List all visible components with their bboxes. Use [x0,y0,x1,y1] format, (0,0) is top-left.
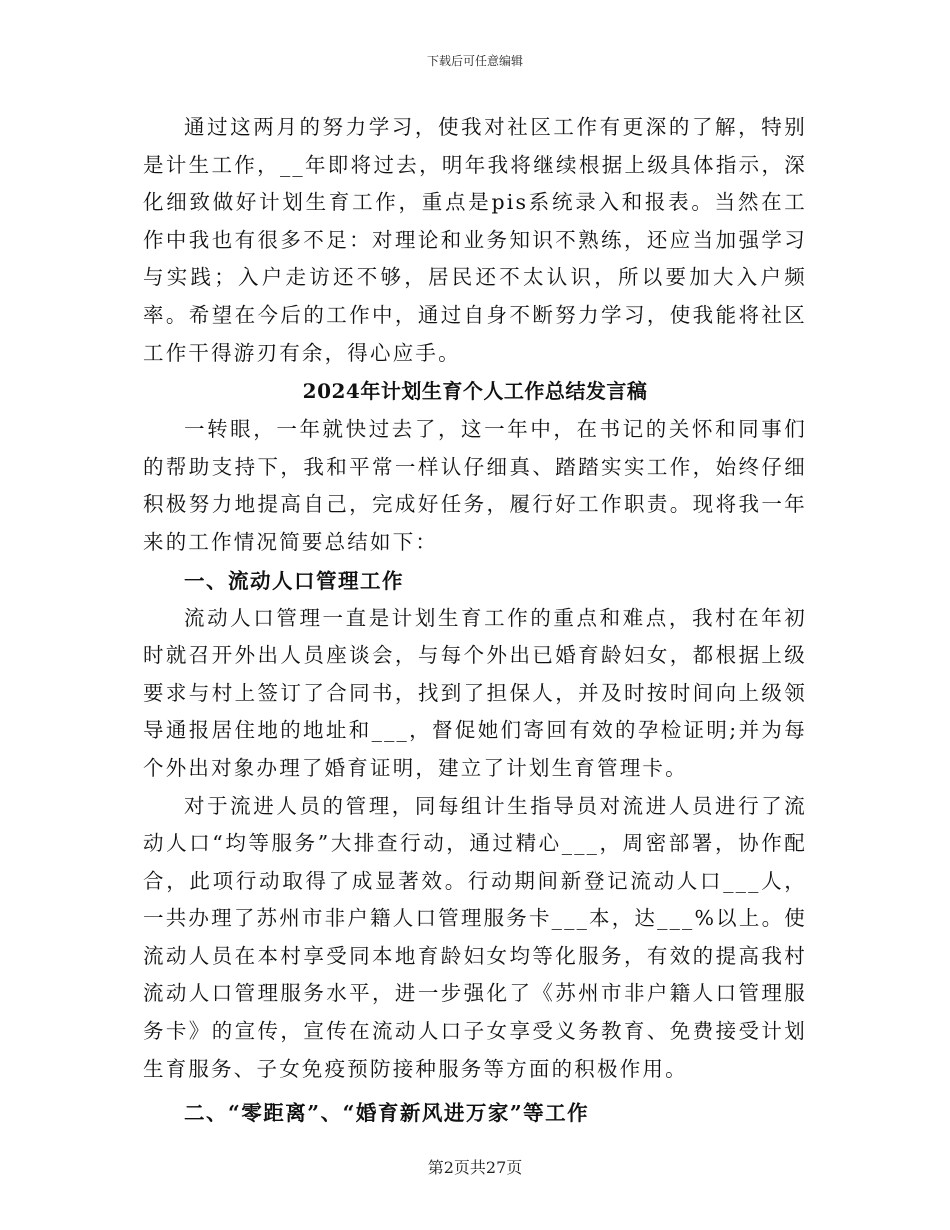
document-body [143,109,807,1132]
paragraph-intro: 一转眼，一年就快过去了，这一年中，在书记的关怀和同事们的帮助支持下，我和平常一样认仔细真、踏踏实实工作，始终仔细积极努力地提高自己，完成好任务，履行好工作职责。现将我一年来的工作情况简要总结如下： [143,417,807,554]
section-heading-zero-distance: 二、“零距离”、“婚育新风进万家”等工作 [184,1101,590,1126]
paragraph-inflow-management: 对于流进人员的管理，同每组计生指导员对流进人员进行了流动人口“均等服务”大排查行动，通过精心___，周密部署，协作配合，此项行动取得了成显著效。行动期间新登记流动人口___人，一共办理了苏州市非户籍人口管理服务卡___本，达___%以上。使流动人员在本村享受同本地育龄妇女均等化服务，有效的提高我村流动人口管理服务水平，进一步强化了《苏州市非户籍人口管理服务卡》的宣传，宣传在流动人口子女享受义务教育、免费接受计划生育服务、子女免疫预防接种服务等方面的积极作用。 [143,793,807,1081]
section-heading-floating-population: 一、流动人口管理工作 [184,568,404,593]
page-header: 下载后可任意编辑 [426,54,523,68]
document-title: 2024年计划生育个人工作总结发言稿 [302,379,648,404]
page-footer: 第2页共27页 [427,1158,523,1177]
paragraph-floating-population-management: 流动人口管理一直是计划生育工作的重点和难点，我村在年初时就召开外出人员座谈会，与每个外出已婚育龄妇女，都根据上级要求与村上签订了合同书，找到了担保人，并及时按时间向上级领导通报居住地的地址和___，督促她们寄回有效的孕检证明;并为每个外出对象办理了婚育证明，建立了计划生育管理卡。 [143,605,807,780]
paragraph-community-work: 通过这两月的努力学习，使我对社区工作有更深的了解，特别是计生工作，__年即将过去，明年我将继续根据上级具体指示，深化细致做好计划生育工作，重点是pis系统录入和报表。当然在工作中我也有很多不足：对理论和业务知识不熟练，还应当加强学习与实践；入户走访还不够，居民还不太认识，所以要加大入户频率。希望在今后的工作中，通过自身不断努力学习，使我能将社区工作干得游刃有余，得心应手。 [143,115,807,365]
